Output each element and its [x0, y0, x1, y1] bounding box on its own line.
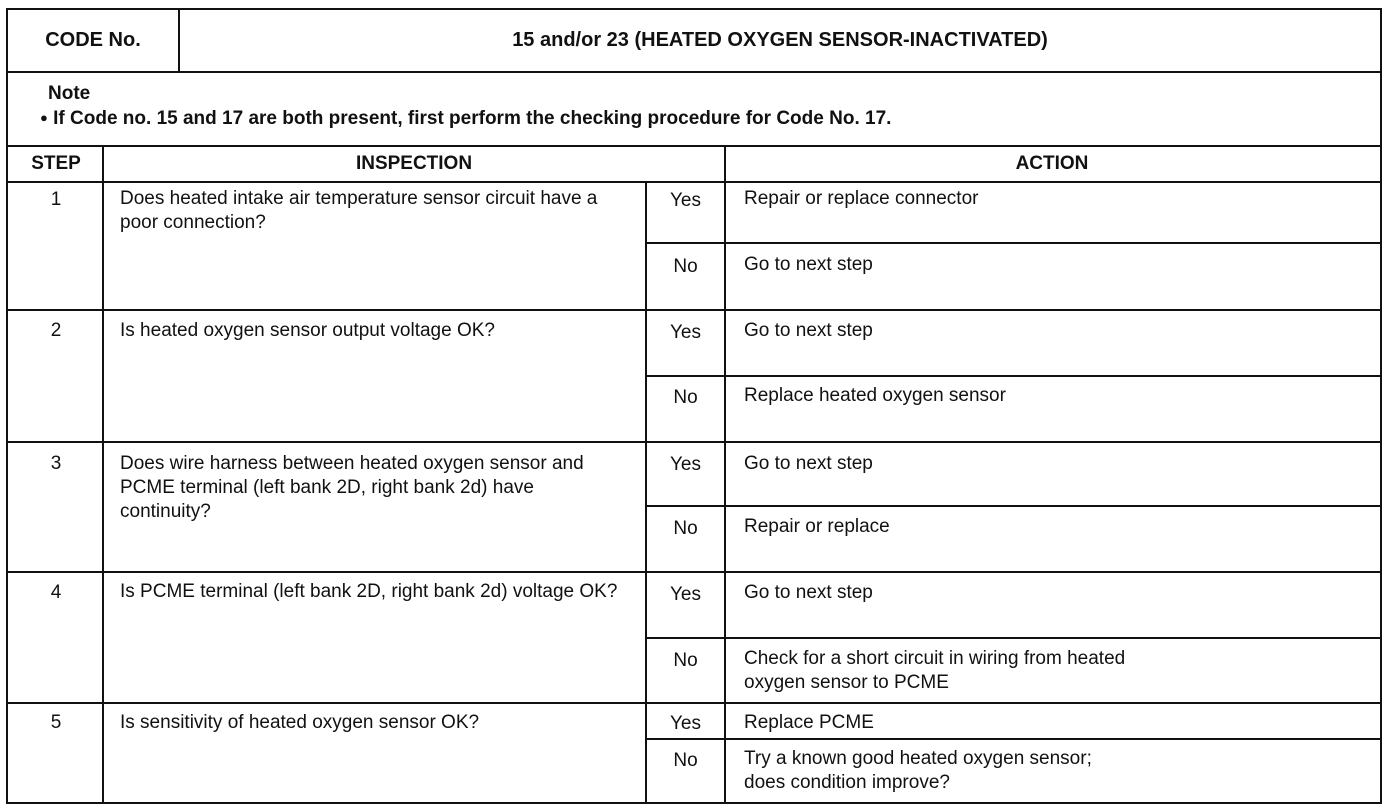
yes-action: Go to next step — [744, 320, 873, 341]
code-title: 15 and/or 23 (HEATED OXYGEN SENSOR-INACTIVATED) — [512, 29, 1048, 51]
step-number: 3 — [50, 453, 62, 474]
grid-divider — [8, 441, 1382, 443]
inspection-text: Does heated intake air temperature sensor circuit have a poor connection? — [120, 188, 598, 233]
no-action: Go to next step — [744, 254, 873, 275]
grid-divider — [645, 375, 1382, 377]
grid-divider — [645, 738, 1382, 740]
yes-label: Yes — [670, 713, 701, 734]
yes-label: Yes — [670, 584, 701, 605]
no-action: Check for a short circuit in wiring from heated oxygen sensor to PCME — [744, 648, 1126, 693]
inspection-text: Does wire harness between heated oxygen sensor and PCME terminal (left bank 2D, right bank 2d) have continuity? — [120, 453, 584, 522]
no-label: No — [673, 518, 698, 539]
inspection-text: Is sensitivity of heated oxygen sensor OK? — [120, 712, 480, 733]
note-section — [8, 73, 1380, 147]
grid-divider — [645, 637, 1382, 639]
step-number: 1 — [50, 189, 62, 210]
step-number: 2 — [50, 320, 62, 341]
yes-action: Replace PCME — [744, 712, 874, 733]
yes-label: Yes — [670, 454, 701, 475]
grid-divider — [8, 571, 1382, 573]
note-heading: Note — [48, 83, 91, 104]
inspection-text: Is PCME terminal (left bank 2D, right bank 2d) voltage OK? — [120, 581, 618, 602]
no-label: No — [673, 650, 698, 671]
code-row — [8, 10, 1380, 73]
diagnostic-table — [6, 8, 1382, 804]
yes-label: Yes — [670, 322, 701, 343]
step-number: 4 — [50, 582, 62, 603]
grid-divider — [645, 505, 1382, 507]
yes-label: Yes — [670, 190, 701, 211]
no-label: No — [673, 256, 698, 277]
bullet-icon: ● — [40, 110, 48, 125]
step-number: 5 — [50, 712, 62, 733]
inspection-text: Is heated oxygen sensor output voltage OK? — [120, 320, 495, 341]
yes-action: Repair or replace connector — [744, 188, 979, 209]
header-inspection: INSPECTION — [104, 147, 724, 183]
code-label: CODE No. — [8, 10, 180, 71]
no-label: No — [673, 387, 698, 408]
note-text: If Code no. 15 and 17 are both present, first perform the checking procedure for Code No. 17. — [53, 108, 892, 129]
no-action: Try a known good heated oxygen sensor; does condition improve? — [744, 748, 1092, 793]
note-line — [40, 108, 1380, 130]
no-label: No — [673, 750, 698, 771]
grid-divider — [8, 702, 1382, 704]
header-step: STEP — [8, 147, 104, 183]
header-action: ACTION — [724, 147, 1380, 183]
no-action: Repair or replace — [744, 516, 890, 537]
yes-action: Go to next step — [744, 453, 873, 474]
yes-action: Go to next step — [744, 582, 873, 603]
grid-divider — [645, 242, 1382, 244]
no-action: Replace heated oxygen sensor — [744, 385, 1006, 406]
grid-divider — [8, 309, 1382, 311]
